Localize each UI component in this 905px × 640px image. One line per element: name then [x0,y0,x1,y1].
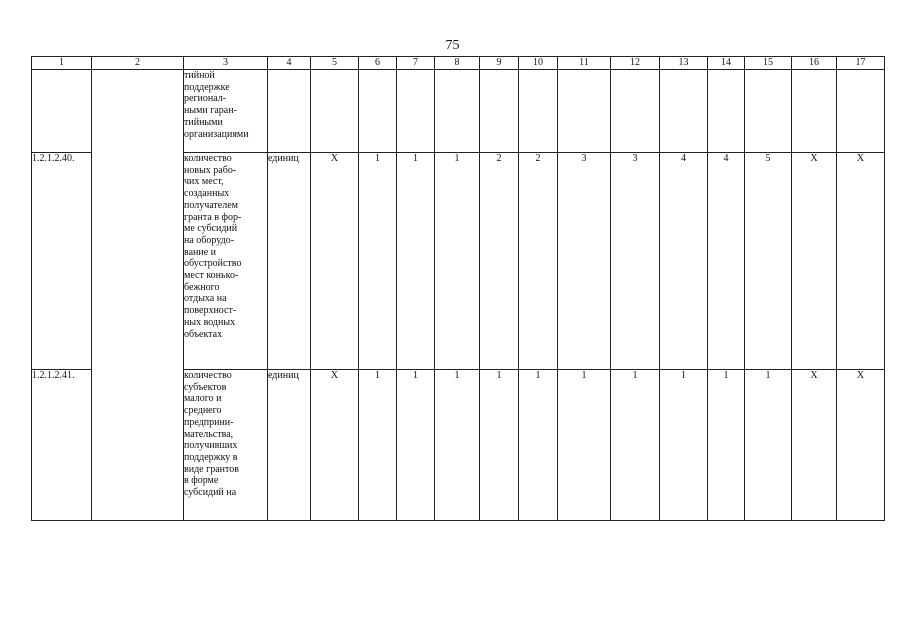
value-cell: Х [311,370,359,521]
value-cell: 1 [435,153,480,370]
name-line: ными гаран- [184,105,237,117]
name-line: обустройство [184,258,242,270]
column-number: 9 [480,57,519,70]
value-cell [311,70,359,153]
unit-cell: единиц [268,370,311,521]
name-line: созданных [184,188,230,200]
value-cell [708,70,745,153]
value-cell: 1 [480,370,519,521]
value-cell [397,70,435,153]
value-cell [837,70,885,153]
name-line: количество [184,370,232,381]
name-line: субъектов [184,381,227,393]
column-number: 16 [792,57,837,70]
column-number: 7 [397,57,435,70]
value-cell [660,70,708,153]
row-code [32,70,92,153]
name-line: чих мест, [184,176,224,188]
name-line: организациями [184,128,249,140]
name-line: в форме [184,475,219,487]
value-cell: 1 [745,370,792,521]
unit-cell [268,70,311,153]
name-line: мест конько- [184,270,239,282]
name-line: количество [184,153,232,164]
name-line: виде грантов [184,463,239,475]
value-cell: 1 [558,370,611,521]
value-cell: Х [837,370,885,521]
value-cell: 5 [745,153,792,370]
column-number: 17 [837,57,885,70]
name-line: регионал- [184,93,227,105]
column-number: 8 [435,57,480,70]
name-line: поддержке [184,81,230,93]
name-line: тийными [184,116,223,128]
value-cell: 3 [558,153,611,370]
indicator-name [184,70,268,153]
value-cell: 1 [397,153,435,370]
value-cell: 1 [359,370,397,521]
value-cell [480,70,519,153]
value-cell: 1 [359,153,397,370]
value-cell [611,70,660,153]
column-number: 13 [660,57,708,70]
program-cell [92,70,184,521]
value-cell [745,70,792,153]
name-line: отдыха на [184,293,227,305]
row-code: 1.2.1.2.40. [32,153,92,370]
value-cell: Х [792,153,837,370]
column-number: 5 [311,57,359,70]
name-line: ных водных [184,316,236,328]
column-number: 11 [558,57,611,70]
value-cell: 3 [611,153,660,370]
value-cell [435,70,480,153]
value-cell: 2 [519,153,558,370]
row-code: 1.2.1.2.41. [32,370,92,521]
indicator-name [184,153,268,370]
name-line: получателем [184,199,238,211]
name-line: предприни- [184,416,234,428]
column-number: 6 [359,57,397,70]
column-number: 2 [92,57,184,70]
name-line: среднего [184,405,222,417]
table-row [32,70,885,153]
value-cell [792,70,837,153]
column-number: 15 [745,57,792,70]
name-line: малого и [184,393,222,405]
name-line: бежного [184,281,220,293]
value-cell: Х [311,153,359,370]
value-cell: 1 [708,370,745,521]
value-cell: 1 [519,370,558,521]
name-line: поддержку в [184,451,238,463]
name-line: мательства, [184,428,234,440]
value-cell: Х [792,370,837,521]
column-number: 12 [611,57,660,70]
name-line: объектах [184,328,223,340]
name-line: получивших [184,440,238,452]
value-cell: 2 [480,153,519,370]
column-number: 1 [32,57,92,70]
name-line: поверхност- [184,305,237,317]
column-number: 10 [519,57,558,70]
column-number: 4 [268,57,311,70]
value-cell: 1 [660,370,708,521]
unit-cell: единиц [268,153,311,370]
value-cell: 4 [660,153,708,370]
value-cell: 4 [708,153,745,370]
indicators-table [31,56,885,521]
value-cell [558,70,611,153]
name-line: ме субсидий [184,223,238,235]
page-number: 75 [445,38,460,53]
value-cell [359,70,397,153]
name-line: субсидий на [184,487,237,499]
column-number: 14 [708,57,745,70]
value-cell: 1 [435,370,480,521]
name-line: новых рабо- [184,164,237,176]
name-line: гранта в фор- [184,211,242,223]
indicator-name [184,370,268,521]
name-line: вание и [184,246,217,258]
column-number: 3 [184,57,268,70]
value-cell: Х [837,153,885,370]
column-number-row [32,57,885,70]
name-line: на оборудо- [184,234,235,246]
name-line: тийной [184,70,215,81]
value-cell: 1 [611,370,660,521]
value-cell [519,70,558,153]
value-cell: 1 [397,370,435,521]
